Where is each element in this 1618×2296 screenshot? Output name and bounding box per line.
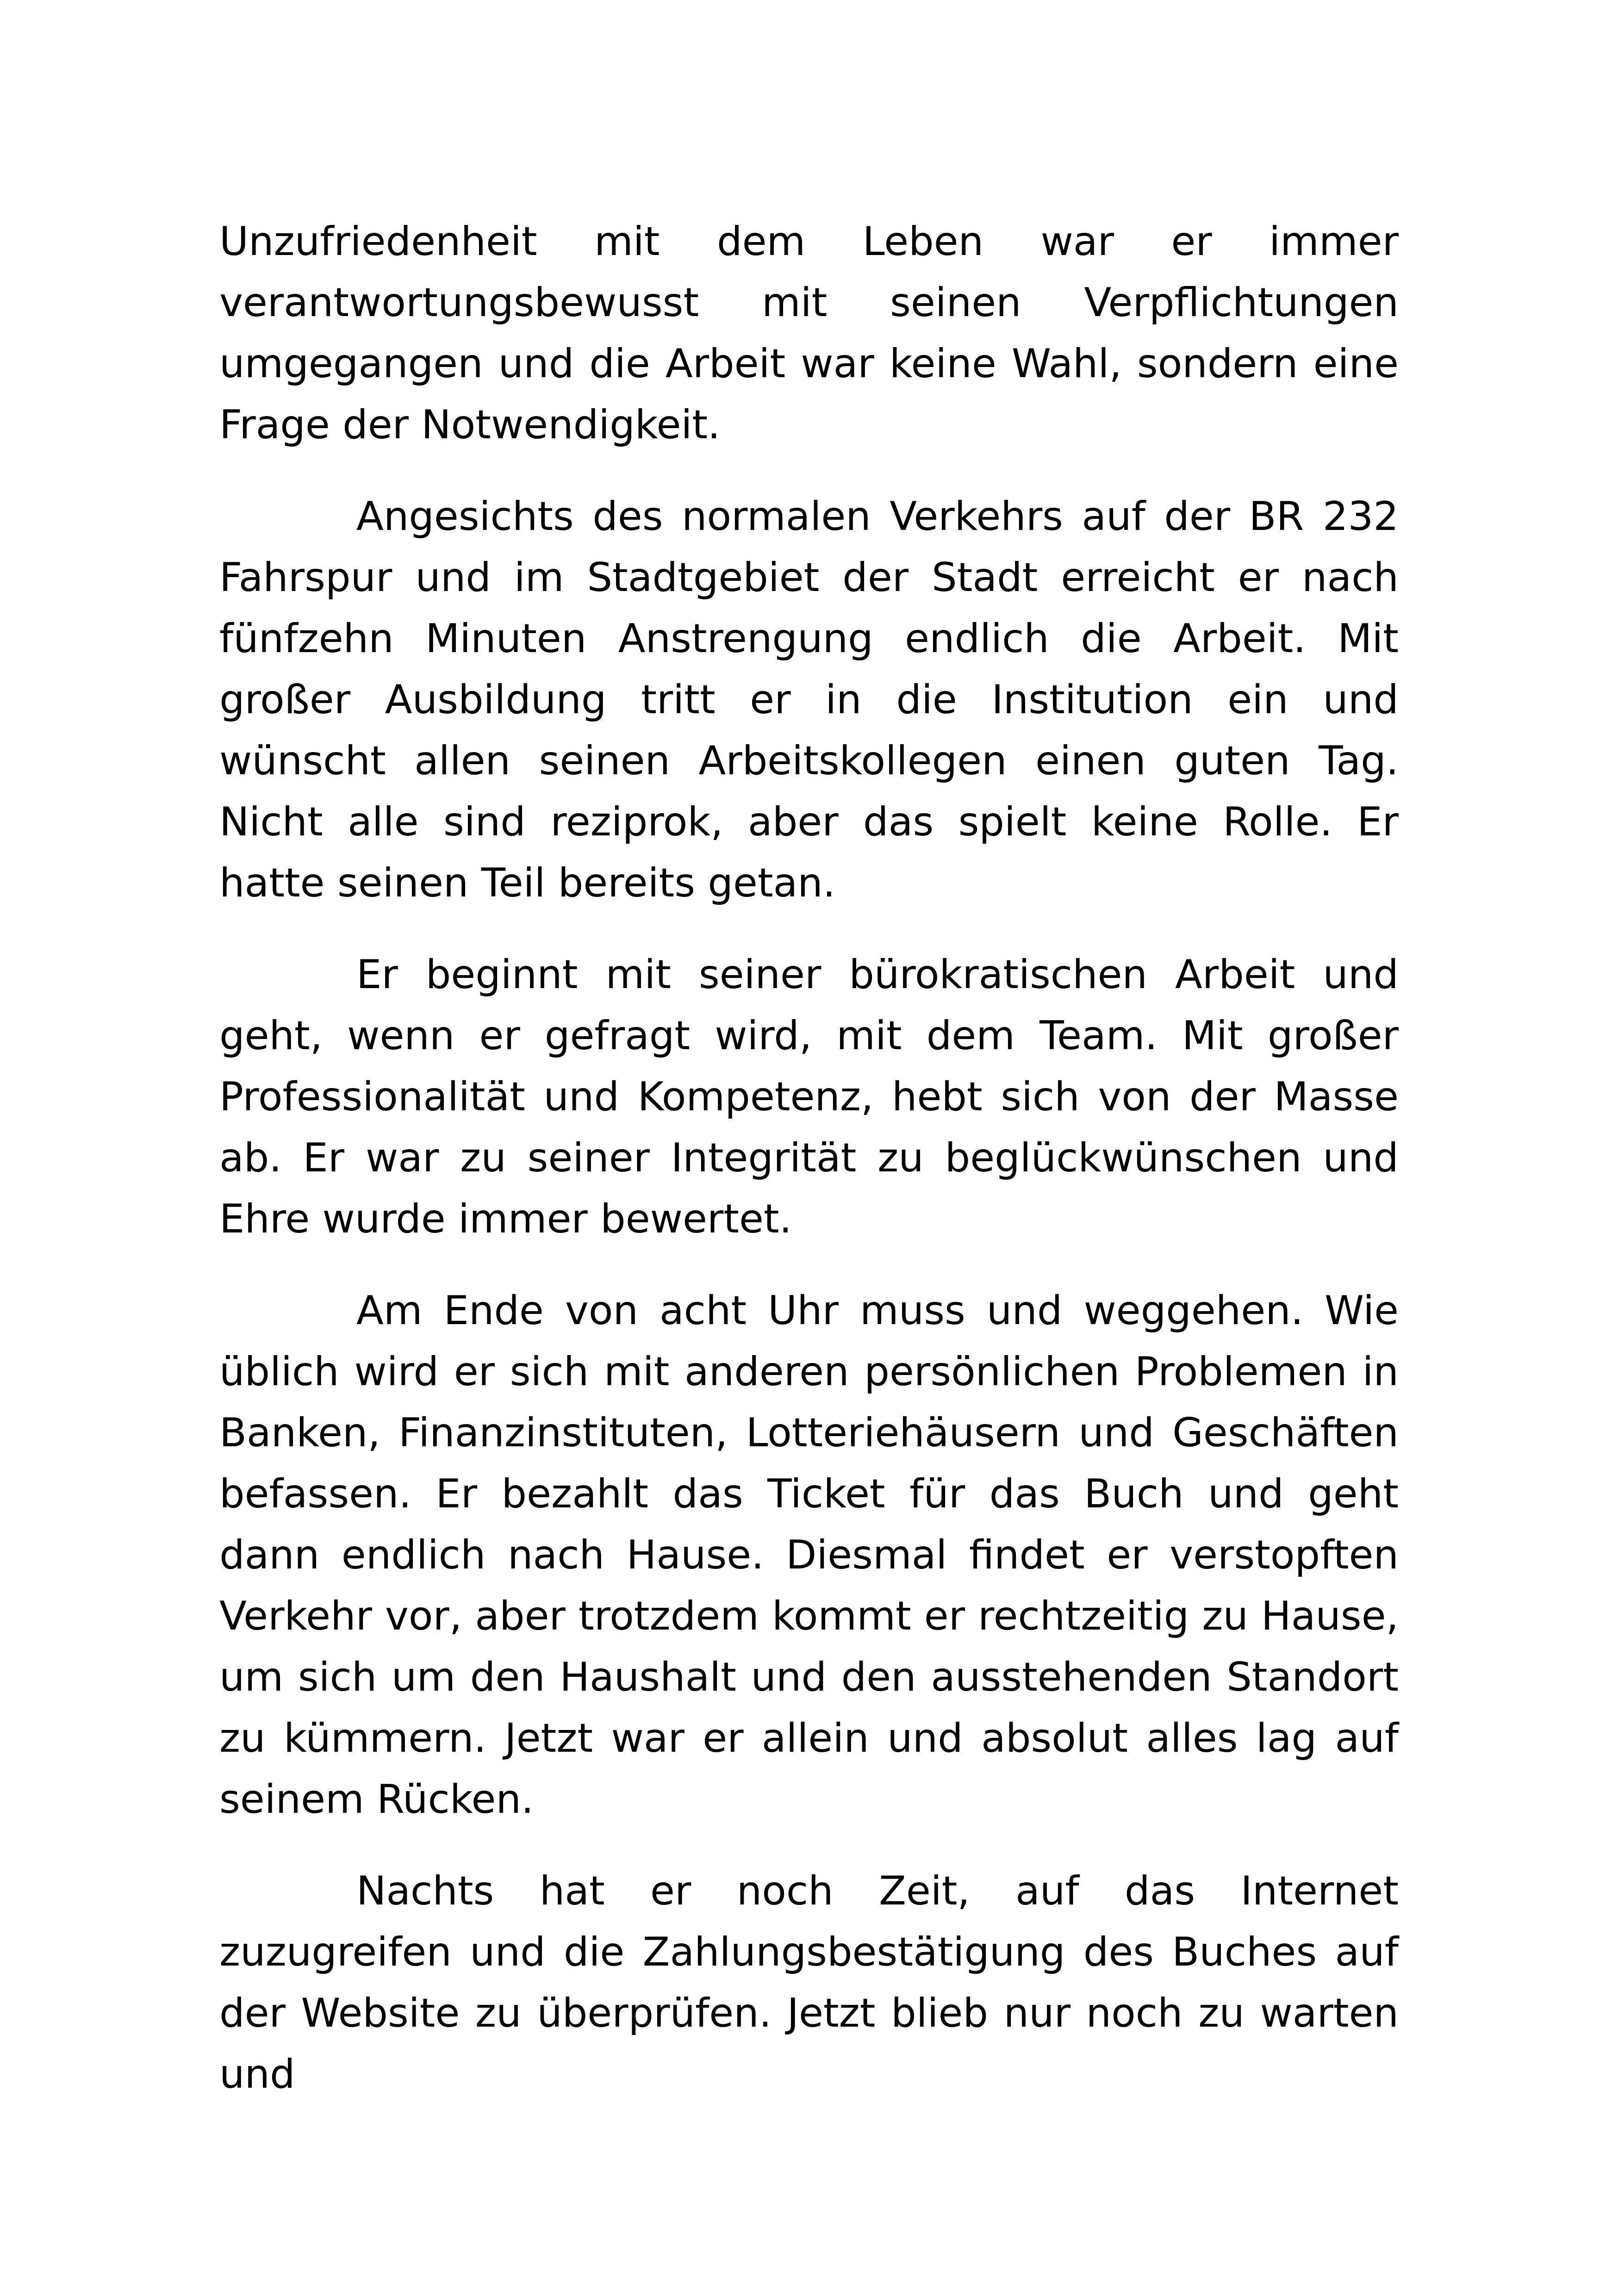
paragraph-5: Nachts hat er noch Zeit, auf das Internet zuzugreifen und die Zahlungsbestätigung des Buches auf der Website zu überprüfen. Jetzt blieb nur noch zu warten und <box>219 1868 1399 2097</box>
paragraph-3: Er beginnt mit seiner bürokratischen Arbeit und geht, wenn er gefragt wird, mit dem Team. Mit großer Professionalität und Kompetenz, hebt sich von der Masse ab. Er war zu seiner Integrität zu beglückwünschen und Ehre wurde immer bewertet. <box>219 952 1399 1242</box>
paragraph-4: Am Ende von acht Uhr muss und weggehen. Wie üblich wird er sich mit anderen persönlichen Problemen in Banken, Finanzinstituten, Lotteriehäusern und Geschäften befassen. Er bezahlt das Ticket für das Buch und geht dann endlich nach Hause. Diesmal findet er verstopften Verkehr vor, aber trotzdem kommt er rechtzeitig zu Hause, um sich um den Haushalt und den ausstehenden Standort zu kümmern. Jetzt war er allein und absolut alles lag auf seinem Rücken. <box>219 1288 1399 1823</box>
body-text <box>219 211 1399 2105</box>
paragraph-2: Angesichts des normalen Verkehrs auf der BR 232 Fahrspur und im Stadtgebiet der Stadt erreicht er nach fünfzehn Minuten Anstrengung endlich die Arbeit. Mit großer Ausbildung tritt er in die Institution ein und wünscht allen seinen Arbeitskollegen einen guten Tag. Nicht alle sind reziprok, aber das spielt keine Rolle. Er hatte seinen Teil bereits getan. <box>219 493 1399 906</box>
paragraph-1: Unzufriedenheit mit dem Leben war er immer verantwortungsbewusst mit seinen Verpflichtungen umgegangen und die Arbeit war keine Wahl, sondern eine Frage der Notwendigkeit. <box>219 218 1399 448</box>
